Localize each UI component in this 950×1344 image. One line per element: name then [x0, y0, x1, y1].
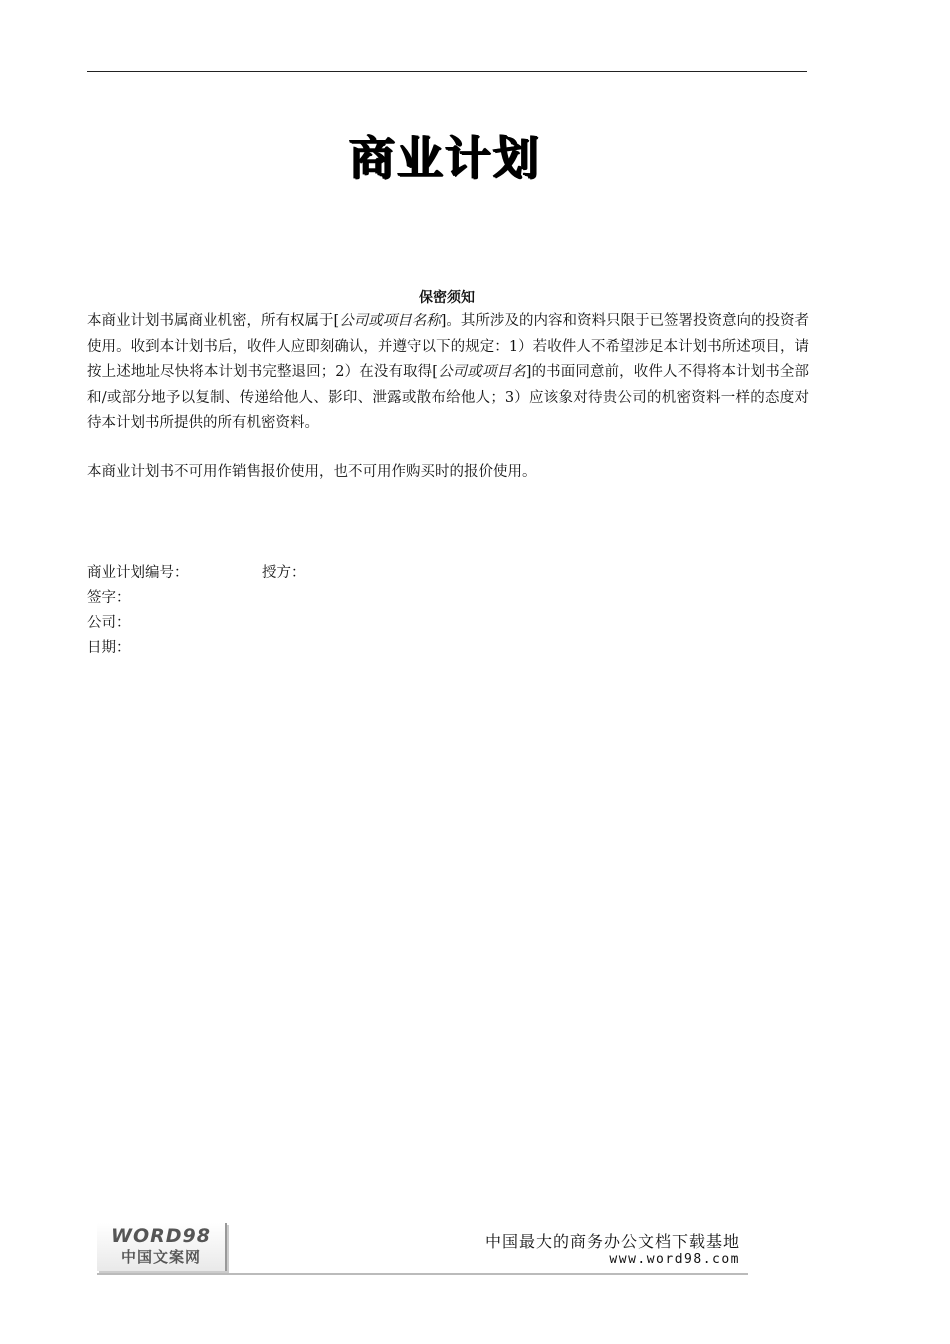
- notice-body: [87, 309, 809, 437]
- company-placeholder-2: 公司或项目名: [437, 364, 526, 380]
- date-label: 日期：: [87, 640, 131, 656]
- disclaimer: 本商业计划书不可用作销售报价使用，也不可用作购买时的报价使用。: [87, 464, 537, 480]
- footer: [97, 1223, 748, 1275]
- company-label: 公司：: [87, 615, 131, 631]
- footer-url: www.word98.com: [609, 1252, 740, 1267]
- word98-logo: [97, 1223, 227, 1271]
- document-title: 商业计划: [349, 131, 541, 185]
- footer-tagline: 中国最大的商务办公文档下载基地: [484, 1232, 740, 1251]
- notice-body-part3: ]的书面同意前，收件人不得将本计划书全部和/或部分地予以复制、传递给他人、影印、泄露或散布给他人；3）应该象对待贵公司的机密资料一样的态度对待本计划书所提供的所有机密资料。: [87, 364, 810, 431]
- notice-body-part1: 本商业计划书属商业机密，所有权属于[: [87, 313, 340, 329]
- recipient-label: 授方：: [262, 565, 306, 581]
- signature-label: 签字：: [87, 590, 131, 606]
- logo-wordmark: WORD98: [111, 1225, 211, 1247]
- logo-subtitle: 中国文案网: [120, 1248, 201, 1266]
- notice-heading: 保密须知: [419, 290, 475, 306]
- plan-number-label: 商业计划编号：: [87, 565, 189, 581]
- company-placeholder-1: 公司或项目名称: [339, 313, 441, 329]
- notice-body-part2: ]。其所涉及的内容和资料只限于已签署投资意向的投资者使用。收到本计划书后，收件人应即刻确认，并遵守以下的规定：1）若收件人不希望涉足本计划书所述项目，请按上述地址尽快将本计划书完整退回；2）在没有取得[: [87, 313, 810, 380]
- top-rule: [87, 71, 807, 72]
